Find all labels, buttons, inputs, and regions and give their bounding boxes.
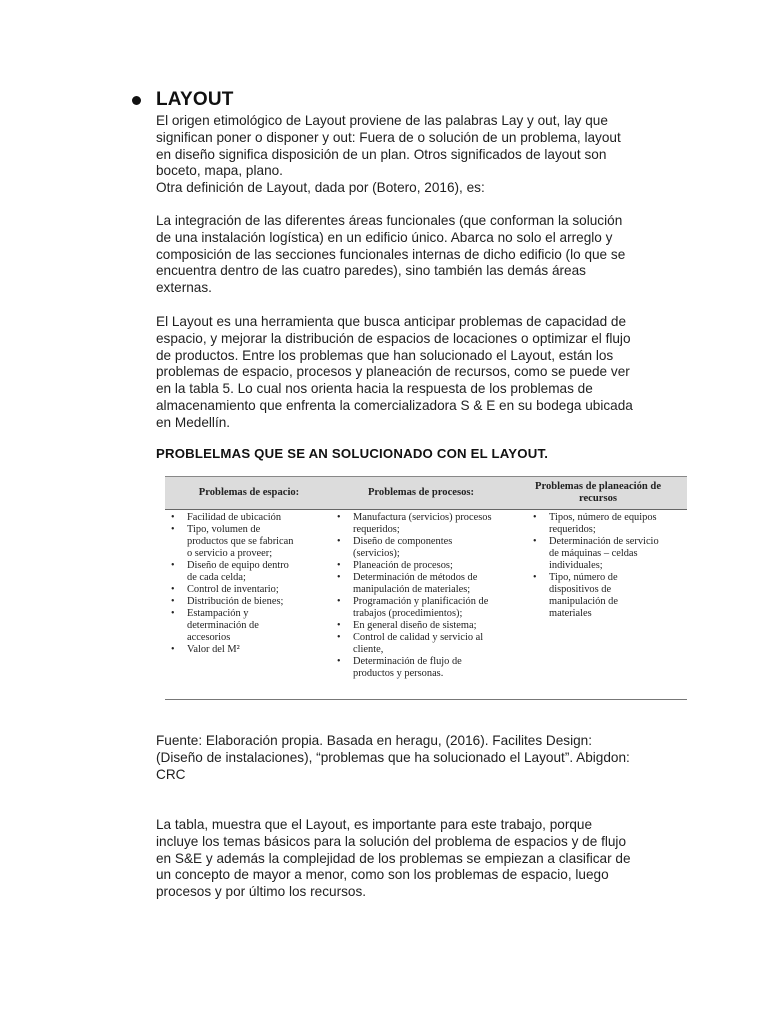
list-item: • Control de calidad y servicio al cliente, xyxy=(331,632,509,656)
process-problems-list xyxy=(331,512,509,680)
integration-paragraph xyxy=(156,213,656,297)
list-item: • Diseño de componentes (servicios); xyxy=(331,536,509,560)
list-item: • Tipo, número de dispositivos de manipulación de materiales xyxy=(527,572,687,620)
list-item: • Determinación de servicio de máquinas – celdas individuales; xyxy=(527,536,687,572)
list-item: • Manufactura (servicios) procesos requeridos; xyxy=(331,512,509,536)
layout-tool-paragraph xyxy=(156,314,656,432)
header-space-label: Problemas de espacio: xyxy=(198,487,300,498)
definition-intro-paragraph xyxy=(156,180,656,197)
list-item: • Tipos, número de equipos requeridos; xyxy=(527,512,687,536)
integration-text: La integración de las diferentes áreas funcionales (que conforman la solución de una instalación logística) en un edificio único. Abarca no solo el arreglo y composición de las secciones funcionales internas de dicho edificio (lo que se encuentra dentro de las cuatro paredes), sino también las demás áreas externas. xyxy=(156,213,626,296)
space-problems-list xyxy=(165,512,323,656)
header-resource-problems xyxy=(509,477,687,509)
list-item: • En general diseño de sistema; xyxy=(331,620,509,632)
table-header-row xyxy=(165,476,687,510)
problems-table xyxy=(165,476,687,700)
definition-intro-text: Otra definición de Layout, dada por (Botero, 2016), es: xyxy=(156,180,485,195)
list-item: • Determinación de flujo de productos y personas. xyxy=(331,656,509,680)
source-paragraph xyxy=(156,733,656,783)
list-item: • Distribución de bienes; xyxy=(165,596,323,608)
intro-paragraph xyxy=(156,113,656,180)
layout-tool-text: El Layout es una herramienta que busca anticipar problemas de capacidad de espacio, y mejorar la distribución de espacios de locaciones o optimizar el flujo de productos. Entre los problemas que han solucionado el Layout, están los problemas de espacio, procesos y planeación de recursos, como se puede ver en la tabla 5. Lo cual nos orienta hacia la respuesta de los problemas de almacenamiento que enfrenta la comercializadora S & E en su bodega ubicada en Medellín. xyxy=(156,314,633,430)
list-item: • Valor del M² xyxy=(165,644,323,656)
list-item: • Programación y planificación de trabajos (procedimientos); xyxy=(331,596,509,620)
conclusion-text: La tabla, muestra que el Layout, es importante para este trabajo, porque incluye los temas básicos para la solución del problema de espacios y de flujo en S&E y además la complejidad de los problemas se empiezan a clasificar de un concepto de mayor a menor, como son los problemas de espacio, luego procesos y por último los recursos. xyxy=(156,817,631,900)
section-heading-row xyxy=(132,89,234,111)
header-process-problems xyxy=(333,477,509,509)
list-item: • Control de inventario; xyxy=(165,584,323,596)
header-process-label: Problemas de procesos: xyxy=(367,487,475,498)
list-item: • Determinación de métodos de manipulación de materiales; xyxy=(331,572,509,596)
section-heading: LAYOUT xyxy=(156,89,234,110)
conclusion-paragraph xyxy=(156,817,656,901)
list-item: • Estampación y determinación de accesorios xyxy=(165,608,323,644)
list-item: • Tipo, volumen de productos que se fabrican o servicio a proveer; xyxy=(165,524,323,560)
header-resource-label: Problemas de planeación de recursos xyxy=(534,481,662,504)
table-bottom-rule xyxy=(165,699,687,700)
bullet-icon xyxy=(132,96,141,105)
list-item: • Diseño de equipo dentro de cada celda; xyxy=(165,560,323,584)
intro-text: El origen etimológico de Layout proviene de las palabras Lay y out, lay que significan poner o disponer y out: Fuera de o solución de un problema, layout en diseño significa disposición de un plan. Otros significados de layout son boceto, mapa, plano. xyxy=(156,113,621,179)
list-item: • Facilidad de ubicación xyxy=(165,512,323,524)
resource-problems-list xyxy=(527,512,687,620)
source-text: Fuente: Elaboración propia. Basada en heragu, (2016). Facilites Design: (Diseño de instalaciones), “problemas que ha solucionado el Layout”. Abigdon: CRC xyxy=(156,733,630,782)
list-item: • Planeación de procesos; xyxy=(331,560,509,572)
table-title: PROBLELMAS QUE SE AN SOLUCIONADO CON EL LAYOUT. xyxy=(156,446,549,461)
header-space-problems xyxy=(165,477,333,509)
